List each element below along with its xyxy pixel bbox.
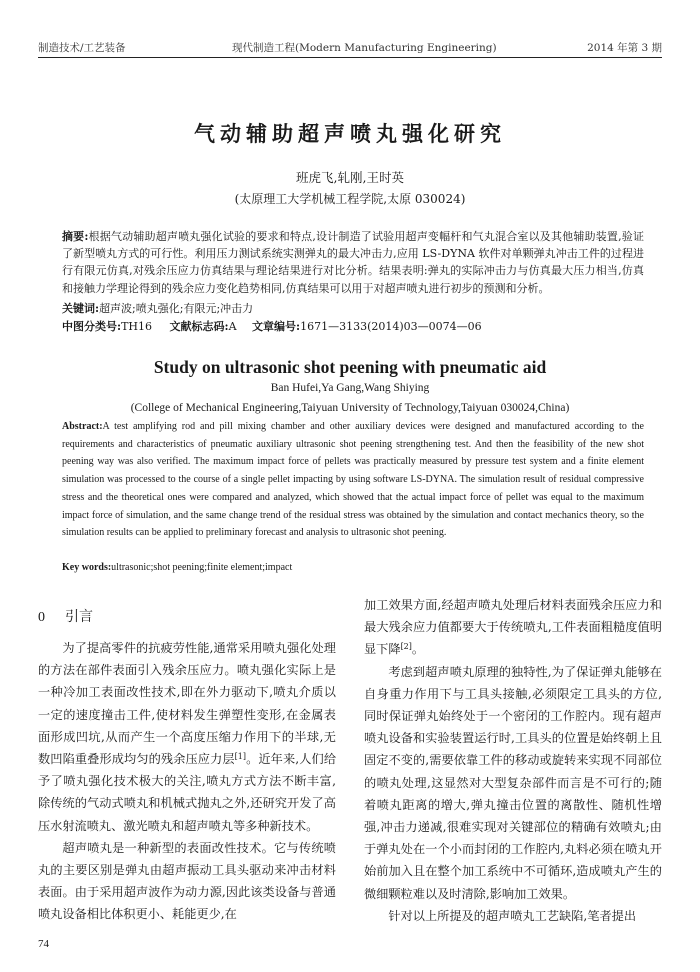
paragraph-text: 。 [411, 642, 425, 657]
header-rule [38, 57, 662, 58]
paragraph: 考虑到超声喷丸原理的独特性,为了保证弹丸能够在自身重力作用下与工具头接触,必须限定工具头的方位,同时保证弹丸始终处于一个密闭的工作腔内。现有超声喷丸设备和实验装置运行时,工具头的位置是始终朝上且固定不变的,需要依靠工件的移动或旋转来实现不同部位的喷丸处理,这显然对大型复杂部件而言是不可行的;随着喷丸距离的增大,弹丸撞击位置的离散性、随机性增强,冲击力递减,很难实现对关键部位的精确有效喷丸;由于弹丸处在一个小而封闭的工作腔内,丸料必须在喷丸开始前加入且在整个加工系统中不可循环,造成喷丸产生的微细颗粒难以及时清除,影响加工效果。 [364, 664, 662, 901]
paragraph-text: 。近年来,人们给予了喷丸强化技术极大的关注,喷丸方式方法不断丰富,除传统的气动式喷丸和机械式抛丸之外,还研究开发了高压水射流喷丸、激光喷丸和超声喷丸等多种新技术。 [38, 752, 337, 833]
page-number: 74 [38, 938, 49, 950]
abstract-en-label: Abstract: [62, 421, 103, 432]
authors-cn: 班虎飞,轧刚,王时英 [296, 170, 404, 185]
paragraph: 超声喷丸是一种新型的表面改性技术。它与传统喷丸的主要区别是弹丸由超声振动工具头驱动来冲击材料表面。由于采用超声波作为动力源,因此该类设备与普通喷丸设备相比体积更小、耗能更少,在 [38, 840, 336, 922]
paper-title-en: Study on ultrasonic shot peening with pneumatic aid [153, 357, 547, 377]
abstract-en-text: A test amplifying rod and pill mixing chamber and other auxiliary devices were designed and manufactured according to the requirements and characteristics of pneumatic auxiliary ultrasonic shot peening strengthening test. And then the feasibility of the new shot peening way was also verified. The maximum impact force of pellets was practically measured by pressure test system and a finite element simulation was processed to the course of a single pellet impacting by using software LS-DYNA. The simulation result of residual compressive stress and the theoretical ones were compared and analyzed, which showed that the actual impact force of pellet was equal to the maximum impact force of simulation, and the same change trend of the residual stress was obtained by the simulation and contact mechanics theory, so the simulation results can be applied to preliminary forecast and analysis to ultrasonic shot peening. [62, 421, 644, 539]
body-column-left [38, 637, 336, 926]
running-header-issue: 2014 年第 3 期 [587, 42, 662, 54]
article-no-value: 1671—3133(2014)03—0074—06 [300, 320, 482, 333]
keywords-en-text: ultrasonic;shot peening;finite element;impact [111, 562, 293, 573]
citation-ref: [2] [400, 642, 412, 652]
doc-code-value: A [228, 320, 237, 333]
cls-value: TH16 [121, 320, 152, 333]
affiliation-cn: (太原理工大学机械工程学院,太原 030024) [234, 192, 466, 206]
paragraph-text: 为了提高零件的抗疲劳性能,通常采用喷丸强化处理的方法在部件表面引入残余压应力。喷丸强化实际上是一种冷加工表面改性技术,即在外力驱动下,喷丸介质以一定的速度撞击工件,使材料发生弹塑性变形,在金属表面形成凹坑,从而产生一个高度压缩力作用下的半球,无数凹陷重叠形成均匀的残余压应力层 [38, 641, 336, 767]
paper-title-cn: 气动辅助超声喷丸强化研究 [194, 121, 506, 146]
abstract-cn-text: 根据气动辅助超声喷丸强化试验的要求和特点,设计制造了试验用超声变幅杆和气丸混合室以及其他辅助装置,验证了新型喷丸方式的可行性。利用压力测试系统实测弹丸的最大冲击力,应用 LS-DYNA 软件对单颗弹丸冲击工件的过程进行有限元仿真,对残余压应力仿真结果与理论结果进行对比分析。结果表明:弹丸的实际冲击力与仿真最大压力相当,仿真和接触力学理论得到的残余应力变化趋势相同,仿真结果可以用于对超声喷丸进行初步的预测和分析。 [62, 230, 644, 295]
paragraph [364, 594, 662, 661]
affiliation-en: (College of Mechanical Engineering,Taiyuan University of Technology,Taiyuan 030024,China) [130, 402, 570, 414]
section-title: 引言 [65, 609, 93, 625]
abstract-cn [62, 228, 644, 297]
keywords-en [62, 562, 292, 573]
authors-en: Ban Hufei,Ya Gang,Wang Shiying [270, 382, 430, 394]
paragraph [38, 637, 336, 837]
classification-line [62, 318, 644, 335]
section-heading [38, 606, 93, 626]
body-column-right [364, 594, 662, 927]
keywords-cn [62, 300, 644, 317]
abstract-en [62, 418, 644, 542]
keywords-en-label: Key words: [62, 562, 112, 573]
citation-ref: [1] [234, 752, 246, 762]
article-no-label: 文章编号: [252, 320, 301, 333]
abstract-cn-label: 摘要: [62, 230, 89, 243]
paragraph: 针对以上所提及的超声喷丸工艺缺陷,笔者提出 [388, 908, 637, 923]
running-header-section: 制造技术/工艺装备 [38, 42, 126, 54]
cls-label: 中图分类号: [62, 320, 122, 333]
doc-code-label: 文献标志码: [169, 320, 229, 333]
section-number: 0 [38, 610, 45, 625]
keywords-cn-label: 关键词: [62, 302, 100, 315]
paragraph-text: 加工效果方面,经超声喷丸处理后材料表面残余压应力和最大残余应力值都要大于传统喷丸,工件表面粗糙度值明显下降 [364, 598, 662, 657]
keywords-cn-text: 超声波;喷丸强化;有限元;冲击力 [99, 302, 254, 315]
running-header-journal: 现代制造工程(Modern Manufacturing Engineering) [232, 42, 497, 54]
